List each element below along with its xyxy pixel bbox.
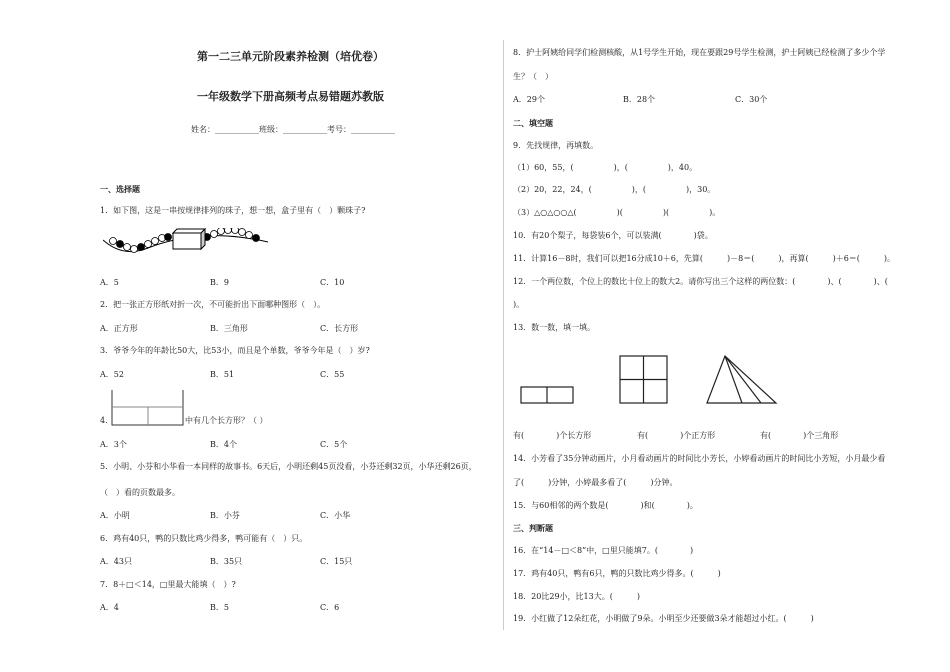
section-heading: 一、选择题 — [100, 184, 140, 194]
column-divider — [503, 40, 504, 630]
option: A．5 — [100, 278, 119, 287]
question-15: 15．与60相邻的两个数是( )和( )。 — [513, 501, 698, 510]
question-5-cont: （ ）看的页数最多。 — [100, 488, 180, 497]
option: A．正方形 — [100, 324, 138, 333]
bead-string-figure — [103, 228, 273, 256]
option: A．52 — [100, 370, 124, 379]
option: B．9 — [210, 278, 229, 287]
option: C．55 — [320, 370, 345, 379]
question-10: 10．有20个梨子，每袋装6个，可以装满( )袋。 — [513, 231, 713, 240]
question-8: 8．护士阿姨给同学们检测核酸，从1号学生开始，现在要跟29号学生检测，护士阿姨已经检测了多少个学 — [513, 48, 886, 57]
question-2: 2．把一张正方形纸对折一次，不可能折出下面哪种图形（ ）。 — [100, 300, 326, 309]
option: B．35只 — [210, 557, 243, 566]
option: C．5个 — [320, 440, 348, 449]
question-8-cont: 生？（ ） — [513, 72, 553, 81]
option: B．小芬 — [210, 511, 240, 520]
question-11: 11．计算16－8时，我们可以把16分成10＋6，先算( )－8＝( )，再算( )＋6＝( )。 — [513, 254, 896, 263]
option: C．6 — [320, 603, 340, 612]
question-9-part-2: （2）20，22，24，( )，( )，30。 — [513, 185, 716, 194]
option: A．43只 — [100, 557, 132, 566]
question-13: 13．数一数，填一填。 — [513, 323, 596, 332]
question-14-cont: 了( )分钟，小婷最多看了( )分钟。 — [513, 478, 678, 487]
question-1: 1．如下图，这是一串按规律排列的珠子，想一想，盒子里有（ ）颗珠子? — [100, 206, 366, 215]
rectangle-count-label: 有( )个长方形 — [513, 431, 592, 440]
question-12-cont: )。 — [513, 300, 525, 309]
student-info-line: 姓名：___________班级：___________考号：___________ — [191, 125, 395, 134]
box-icon — [173, 229, 205, 249]
option: A．3个 — [100, 440, 127, 449]
section-heading: 二、填空题 — [513, 118, 553, 128]
question-12: 12．一个两位数，个位上的数比十位上的数大2。请你写出三个这样的两位数：( )、( )、( — [513, 277, 888, 286]
question-9-part-3: （3）△○△○○△( )( )( )。 — [513, 208, 721, 217]
question-18: 18．20比29小，比13大。( ) — [513, 592, 640, 601]
section-heading: 三、判断题 — [513, 523, 553, 533]
question-17: 17．鸡有40只，鸭有6只，鸭的只数比鸡少得多。( ) — [513, 569, 721, 578]
rectangle-figure — [111, 390, 187, 427]
exam-subtitle: 一年级数学下册高频考点易错题苏教版 — [197, 90, 384, 103]
question-16: 16．在“14－□＜8”中，□里只能填7。( ) — [513, 546, 694, 555]
exam-title: 第一二三单元阶段素养检测（培优卷） — [197, 50, 384, 63]
question-19: 19．小红做了12朵红花，小明做了9朵。小明至少还要做3朵才能超过小红。( ) — [513, 614, 814, 623]
option: A．29个 — [513, 95, 545, 104]
question-3: 3．爷爷今年的年龄比50大，比53小，而且是个单数，爷爷今年是（ ）岁? — [100, 346, 370, 355]
question-14: 14．小芳看了35分钟动画片，小月看动画片的时间比小芳长，小婷看动画片的时间比小芳短，小月最少看 — [513, 454, 886, 463]
shapes-figure — [518, 352, 838, 406]
question-6: 6．鸡有40只，鸭的只数比鸡少得多，鸭可能有（ ）只。 — [100, 534, 308, 543]
option: A．小明 — [100, 511, 130, 520]
option: B．28个 — [623, 95, 656, 104]
question-7: 7．8＋□＜14，□里最大能填（ ）? — [100, 580, 236, 589]
question-5: 5．小明、小芬和小华看一本同样的故事书。6天后，小明还剩45页没看，小芬还剩32页，小华还剩26页， — [100, 462, 477, 471]
option: B．4个 — [210, 440, 237, 449]
question-9: 9．先找规律，再填数。 — [513, 141, 599, 150]
option: C．15只 — [320, 557, 353, 566]
option: B．5 — [210, 603, 229, 612]
option: B．51 — [210, 370, 235, 379]
option: C．小华 — [320, 511, 351, 520]
triangle-count-label: 有( )个三角形 — [760, 431, 839, 440]
question-4-number: 4． — [100, 416, 114, 425]
option: A．4 — [100, 603, 119, 612]
question-9-part-1: （1）60，55，( )，( )，40。 — [513, 163, 698, 172]
question-4: 中有几个长方形？（ ） — [185, 416, 268, 425]
option: C．30个 — [735, 95, 768, 104]
option: C．10 — [320, 278, 345, 287]
square-count-label: 有( )个正方形 — [637, 431, 716, 440]
option: B．三角形 — [210, 324, 248, 333]
option: C．长方形 — [320, 324, 359, 333]
